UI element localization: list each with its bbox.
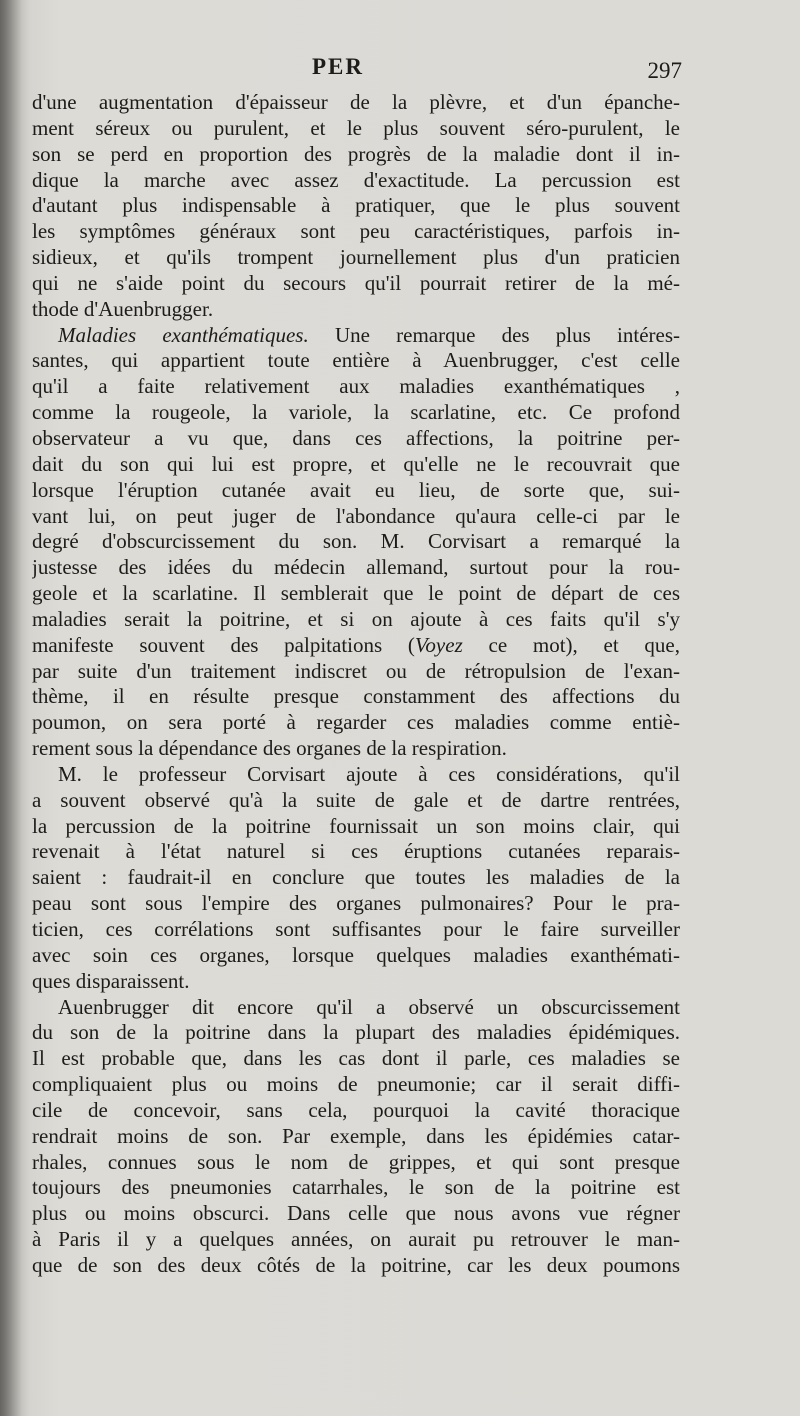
text-line: maladies serait la poitrine, et si on ajoute à ces faits qu'il s'y <box>32 606 680 631</box>
binding-shadow <box>0 0 22 1416</box>
body-text <box>32 90 680 1279</box>
text-line: justesse des idées du médecin allemand, surtout pour la rou- <box>32 555 680 580</box>
text-line: qui ne s'aide point du secours qu'il pourrait retirer de la mé- <box>32 270 680 295</box>
text-line: toujours des pneumonies catarrhales, le son de la poitrine est <box>32 1175 680 1200</box>
page-number: 297 <box>647 58 682 83</box>
text-line: revenait à l'état naturel si ces éruptions cutanées reparais- <box>32 839 680 864</box>
text-line: poumon, on sera porté à regarder ces maladies comme entiè- <box>32 710 680 735</box>
text-line: par suite d'un traitement indiscret ou de rétropulsion de l'exan- <box>32 658 680 683</box>
text-line <box>32 633 680 659</box>
running-title: PER <box>312 54 364 79</box>
text-line: degré d'obscurcissement du son. M. Corvisart a remarqué la <box>32 529 680 554</box>
cross-reference: Voyez <box>414 632 463 657</box>
text-line: Il est probable que, dans les cas dont il parle, ces maladies se <box>32 1046 680 1071</box>
text-line: a souvent observé qu'à la suite de gale et de dartre rentrées, <box>32 787 680 812</box>
text-line: d'autant plus indispensable à pratiquer, que le plus souvent <box>32 193 680 218</box>
text-line: lorsque l'éruption cutanée avait eu lieu, de sorte que, sui- <box>32 477 680 502</box>
text-line: comme la rougeole, la variole, la scarlatine, etc. Ce profond <box>32 400 680 425</box>
text-line: ticien, ces corrélations sont suffisantes pour le faire surveiller <box>32 917 680 941</box>
text-line: qu'il a faite relativement aux maladies exanthématiques , <box>32 374 680 399</box>
text-fragment: manifeste souvent des palpitations ( <box>32 632 415 657</box>
text-line: d'une augmentation d'épaisseur de la plèvre, et d'un épanche- <box>32 90 680 114</box>
text-fragment: ce mot), et que, <box>462 632 680 657</box>
text-line: rhales, connues sous le nom de grippes, et qui sont presque <box>32 1149 680 1174</box>
text-line: peau sont sous l'empire des organes pulmonaires? Pour le pra- <box>32 891 680 916</box>
text-line: thème, il en résulte presque constamment des affections du <box>32 684 680 709</box>
text-line: M. le professeur Corvisart ajoute à ces considérations, qu'il <box>58 761 680 786</box>
text-line: geole et la scarlatine. Il semblerait que le point de départ de ces <box>32 581 680 606</box>
section-title: Maladies exanthématiques. <box>58 322 309 347</box>
text-line: à Paris il y a quelques années, on aurait pu retrouver le man- <box>32 1227 680 1252</box>
text-line: vant lui, on peut juger de l'abondance qu'aura celle-ci par le <box>32 503 680 528</box>
text-line: observateur a vu que, dans ces affections, la poitrine per- <box>32 425 680 450</box>
text-line: thode d'Auenbrugger. <box>32 296 214 321</box>
text-line <box>32 323 680 349</box>
text-line: Auenbrugger dit encore qu'il a observé un obscurcissement <box>58 994 680 1019</box>
text-line: dique la marche avec assez d'exactitude. La percussion est <box>32 167 680 192</box>
text-line: santes, qui appartient toute entière à Auenbrugger, c'est celle <box>32 348 680 373</box>
text-line: les symptômes généraux sont peu caractéristiques, parfois in- <box>32 219 680 244</box>
text-line: dait du son qui lui est propre, et qu'elle ne le recouvrait que <box>32 451 680 476</box>
text-line: compliquaient plus ou moins de pneumonie; car il serait diffi- <box>32 1072 680 1097</box>
text-line: cile de concevoir, sans cela, pourquoi la cavité thoracique <box>32 1097 680 1122</box>
text-line: ment séreux ou purulent, et le plus souvent séro-purulent, le <box>32 115 680 140</box>
text-line: que de son des deux côtés de la poitrine, car les deux poumons <box>32 1252 680 1277</box>
text-line: la percussion de la poitrine fournissait un son moins clair, qui <box>32 813 680 838</box>
text-line: plus ou moins obscurci. Dans celle que nous avons vue régner <box>32 1201 680 1226</box>
text-line: avec soin ces organes, lorsque quelques maladies exanthémati- <box>32 942 680 967</box>
text-line: rement sous la dépendance des organes de la respiration. <box>32 736 507 761</box>
text-fragment: Une remarque des plus intéres- <box>334 322 680 347</box>
text-line: rendrait moins de son. Par exemple, dans les épidémies catar- <box>32 1123 680 1148</box>
text-line: son se perd en proportion des progrès de la maladie dont il in- <box>32 141 680 166</box>
text-line: sidieux, et qu'ils trompent journellement plus d'un praticien <box>32 245 680 270</box>
text-line: du son de la poitrine dans la plupart des maladies épidémiques. <box>32 1020 680 1045</box>
text-line: ques disparaissent. <box>32 968 190 993</box>
running-head <box>0 54 800 84</box>
text-line: saient : faudrait-il en conclure que toutes les maladies de la <box>32 865 680 890</box>
